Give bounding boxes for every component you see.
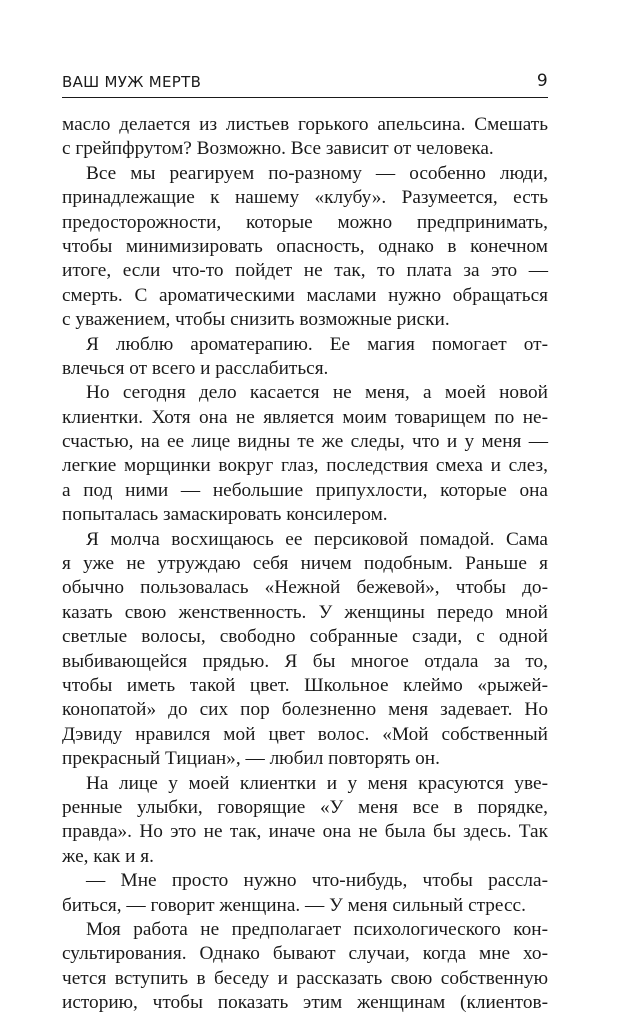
text-line: светлые волосы, свободно собранные сзади, с одной bbox=[62, 626, 548, 648]
text-line: чтобы иметь такой цвет. Школьное клеймо «рыжей- bbox=[62, 674, 548, 696]
text-line: Моя работа не предполагает психологического кон- bbox=[86, 918, 548, 940]
text-line: клиентки. Хотя она не является моим товарищем по не- bbox=[62, 406, 548, 428]
text-line: биться, — говорит женщина. — У меня сильный стресс. bbox=[62, 894, 526, 916]
text-line: На лице у моей клиентки и у меня красуются уве- bbox=[86, 772, 548, 794]
text-line: принадлежащие к нашему «клубу». Разумеется, есть bbox=[62, 187, 548, 209]
text-line: влечься от всего и расслабиться. bbox=[62, 357, 329, 379]
text-line: прекрасный Тициан», — любил повторять он. bbox=[62, 748, 440, 770]
text-line: выбивающейся прядью. Я бы многое отдала за то, bbox=[62, 650, 548, 672]
text-line: итоге, если что-то пойдет не так, то плата за это — bbox=[62, 260, 548, 282]
text-line: с уважением, чтобы снизить возможные риски. bbox=[62, 309, 450, 331]
running-title: ВАШ МУЖ МЕРТВ bbox=[62, 73, 202, 91]
text-line: правда». Но это не так, иначе она не была бы здесь. Так bbox=[62, 821, 548, 843]
text-line: Дэвиду нравился мой цвет волос. «Мой собственный bbox=[62, 723, 548, 745]
header-rule bbox=[62, 97, 548, 98]
text-line: сультирования. Однако бывают случаи, когда мне хо- bbox=[62, 943, 548, 965]
text-line: историю, чтобы показать этим женщинам (клиентов- bbox=[62, 992, 548, 1014]
text-line: Я молча восхищаюсь ее персиковой помадой. Сама bbox=[86, 528, 548, 550]
running-head bbox=[62, 71, 548, 93]
text-line: — Мне просто нужно что-нибудь, чтобы рассла- bbox=[86, 870, 548, 892]
text-line: конопатой» до сих пор болезненно меня задевает. Но bbox=[62, 699, 548, 721]
text-line: обычно пользовалась «Нежной бежевой», чтобы до- bbox=[62, 577, 548, 599]
body-text bbox=[62, 113, 548, 1015]
text-line: попыталась замаскировать консилером. bbox=[62, 504, 388, 526]
text-line: масло делается из листьев горького апельсина. Смешать bbox=[62, 114, 548, 135]
text-line: казать свою женственность. У женщины передо мной bbox=[62, 601, 548, 623]
text-line: ренные улыбки, говорящие «У меня все в порядке, bbox=[62, 796, 548, 818]
text-line: я уже не утруждаю себя ничем подобным. Раньше я bbox=[62, 553, 548, 575]
text-line: с грейпфрутом? Возможно. Все зависит от человека. bbox=[62, 138, 494, 160]
text-line: чтобы минимизировать опасность, однако в конечном bbox=[62, 235, 548, 257]
text-line: Все мы реагируем по-разному — особенно люди, bbox=[86, 162, 548, 184]
text-line: смерть. С ароматическими маслами нужно обращаться bbox=[62, 284, 548, 306]
text-line: Я люблю ароматерапию. Ее магия помогает от- bbox=[86, 333, 548, 355]
text-line: а под ними — небольшие припухлости, которые она bbox=[62, 479, 548, 501]
text-line: же, как и я. bbox=[62, 845, 154, 867]
text-line: предосторожности, которые можно предпринимать, bbox=[62, 211, 548, 233]
page-number: 9 bbox=[536, 71, 548, 91]
text-line: чется вступить в беседу и рассказать свою собственную bbox=[62, 967, 548, 989]
text-line: легкие морщинки вокруг глаз, последствия смеха и слез, bbox=[62, 455, 548, 477]
text-line: счастью, на ее лице видны те же следы, что и у меня — bbox=[62, 431, 548, 453]
text-line: Но сегодня дело касается не меня, а моей новой bbox=[86, 382, 548, 404]
